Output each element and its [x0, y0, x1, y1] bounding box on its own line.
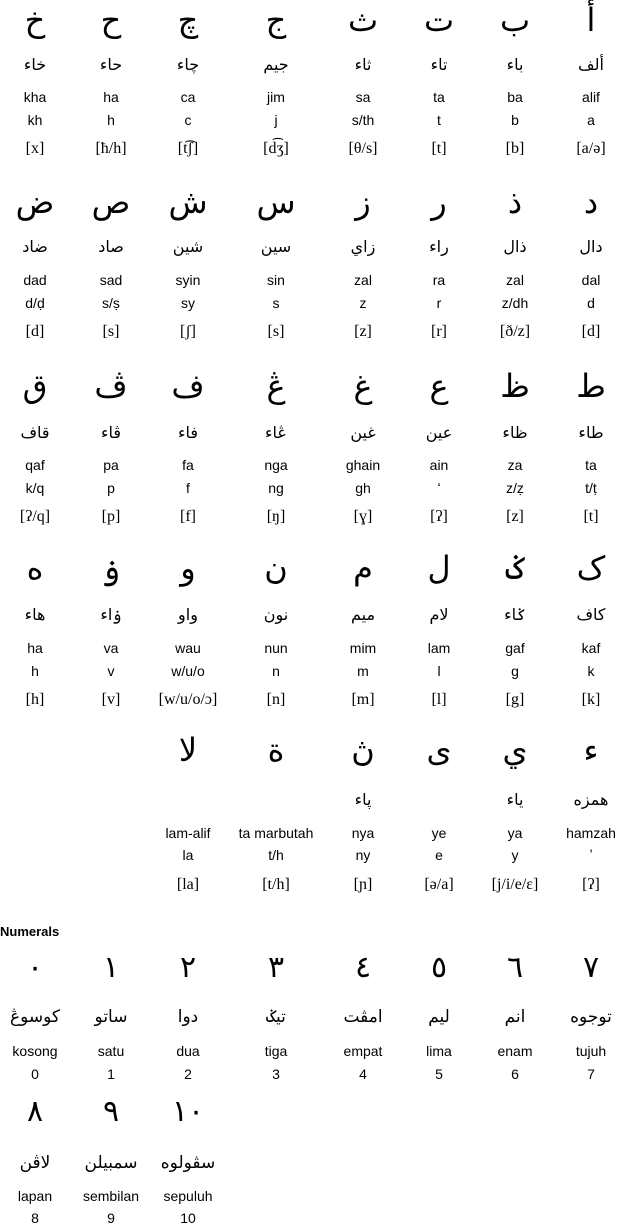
- letter-transliteration: la: [182, 847, 194, 863]
- letter-ipa: [v]: [101, 691, 121, 708]
- letter-transliteration: h: [31, 663, 39, 679]
- letter-cell: [324, 182, 402, 357]
- numeral-latin-word: sepuluh: [163, 1188, 213, 1204]
- letter-glyph: ڠ: [266, 367, 286, 405]
- letter-transliteration: w/u/o: [171, 663, 205, 679]
- numeral-glyph: ٨: [26, 1094, 44, 1129]
- letter-arabic-name: سين: [260, 237, 292, 256]
- numeral-cell: [72, 1092, 150, 1224]
- letter-glyph: ش: [168, 183, 208, 221]
- letter-transliteration: n: [272, 663, 280, 679]
- alphabet-row-1: [0, 0, 620, 175]
- numeral-arabic-word: ساتو: [94, 1007, 128, 1027]
- numeral-latin-word: tiga: [264, 1043, 288, 1059]
- letter-transliteration: k/q: [25, 480, 45, 496]
- letter-arabic-name: ݢاء: [504, 605, 526, 624]
- numeral-arabic-word: توجوه: [570, 1007, 612, 1027]
- letter-cell: [324, 548, 402, 723]
- letter-glyph: ي: [502, 731, 528, 769]
- letter-latin-name: dad: [23, 272, 47, 288]
- letter-glyph: ب: [499, 1, 531, 39]
- letter-glyph: ط: [576, 367, 606, 405]
- letter-transliteration: m: [357, 663, 369, 679]
- letter-glyph: ر: [431, 183, 447, 221]
- numeral-value: 2: [184, 1066, 192, 1082]
- letter-transliteration: ny: [355, 847, 371, 863]
- letter-latin-name: nya: [351, 825, 375, 841]
- letter-ipa: [s]: [267, 323, 285, 340]
- letter-glyph: ة: [267, 731, 285, 769]
- letter-glyph: ء: [583, 731, 599, 769]
- letter-latin-name: alif: [582, 89, 600, 105]
- alphabet-row-2: [0, 182, 620, 357]
- letter-ipa: [n]: [266, 691, 286, 708]
- alphabet-row-4: [0, 548, 620, 723]
- letter-arabic-name: ضاد: [22, 237, 48, 256]
- letter-arabic-name: راء: [429, 237, 449, 256]
- numeral-glyph: ١٠: [171, 1094, 205, 1129]
- numeral-arabic-word: ليم: [428, 1007, 450, 1027]
- numeral-arabic-word: سمبيلن: [84, 1153, 138, 1173]
- letter-glyph: ف: [171, 367, 205, 405]
- letter-latin-name: jim: [267, 89, 285, 105]
- numeral-value: 6: [511, 1066, 519, 1082]
- letter-latin-name: mim: [349, 640, 377, 656]
- letter-cell: [476, 548, 554, 723]
- letter-arabic-name: غين: [350, 423, 376, 442]
- letter-cell: [552, 730, 620, 905]
- letter-ipa: [k]: [581, 691, 601, 708]
- numeral-value: 1: [107, 1066, 115, 1082]
- letter-latin-name: wau: [175, 640, 201, 656]
- letter-ipa: [ɲ]: [353, 876, 373, 893]
- letter-ipa: [a/ə]: [576, 140, 606, 157]
- letter-ipa: [ʃ]: [180, 323, 196, 340]
- letter-transliteration: e: [435, 847, 443, 863]
- letter-ipa: [t]: [431, 140, 447, 157]
- letter-ipa: [t͡ʃ]: [177, 140, 199, 157]
- letter-ipa: [f]: [180, 508, 196, 525]
- letter-transliteration: h: [107, 112, 115, 128]
- letter-glyph: أ: [586, 1, 596, 39]
- letter-ipa: [b]: [505, 140, 525, 157]
- letter-transliteration: ʼ: [589, 847, 593, 863]
- letter-ipa: [p]: [101, 508, 121, 525]
- letter-transliteration: c: [184, 112, 192, 128]
- letter-glyph: ڤ: [94, 367, 128, 405]
- numeral-value: 8: [31, 1210, 39, 1226]
- letter-glyph: د: [583, 183, 599, 221]
- numeral-cell: [149, 948, 227, 1088]
- letter-transliteration: ng: [268, 480, 284, 496]
- letter-transliteration: s/ṣ: [102, 295, 120, 311]
- letter-transliteration: j: [274, 112, 278, 128]
- letter-latin-name: ain: [429, 457, 449, 473]
- letter-glyph: ه: [26, 549, 44, 587]
- letter-transliteration: p: [107, 480, 115, 496]
- letter-glyph: چ: [177, 1, 199, 39]
- letter-arabic-name: طاء: [578, 423, 604, 442]
- letter-cell: [0, 366, 70, 541]
- letter-glyph: س: [256, 183, 296, 221]
- numerals-row-2: [0, 1092, 620, 1224]
- letter-glyph: لا: [178, 731, 198, 769]
- letter-arabic-name: ميم: [350, 605, 376, 624]
- letter-transliteration: t/ṭ: [585, 480, 597, 496]
- letter-arabic-name: حاء: [99, 55, 123, 74]
- letter-ipa: [d]: [581, 323, 601, 340]
- letter-transliteration: kh: [27, 112, 43, 128]
- letter-arabic-name: ڠاء: [265, 423, 287, 442]
- letter-cell: [236, 182, 316, 357]
- letter-arabic-name: فاء: [177, 423, 199, 442]
- letter-ipa: [g]: [505, 691, 525, 708]
- letter-latin-name: nun: [264, 640, 288, 656]
- letter-ipa: [j/i/e/ɛ]: [491, 876, 539, 893]
- letter-glyph: ص: [91, 183, 131, 221]
- letter-cell: [149, 730, 227, 905]
- letter-cell: [400, 548, 478, 723]
- letter-arabic-name: ڽاء: [354, 790, 372, 809]
- letter-ipa: [w/u/o/ɔ]: [158, 691, 218, 708]
- letter-arabic-name: باء: [506, 55, 524, 74]
- letter-glyph: ث: [347, 1, 379, 39]
- numeral-arabic-word: تيݢ: [266, 1007, 286, 1027]
- numeral-cell: [72, 948, 150, 1088]
- letter-latin-name: pa: [103, 457, 119, 473]
- letter-glyph: ض: [15, 183, 55, 221]
- letter-latin-name: syin: [175, 272, 201, 288]
- letter-cell: [236, 548, 316, 723]
- letter-latin-name: ta: [585, 457, 597, 473]
- letter-cell: [0, 0, 70, 175]
- numeral-glyph: ٧: [582, 950, 600, 985]
- letter-glyph: ظ: [500, 367, 530, 405]
- letter-arabic-name: واو: [178, 605, 198, 624]
- letter-transliteration: sy: [181, 295, 195, 311]
- letter-cell: [324, 366, 402, 541]
- letter-transliteration: b: [511, 112, 519, 128]
- letter-latin-name: kha: [23, 89, 47, 105]
- letter-glyph: خ: [24, 1, 46, 39]
- letter-arabic-name: خاء: [23, 55, 47, 74]
- numeral-glyph: ٣: [267, 950, 285, 985]
- letter-ipa: [ʔ]: [430, 508, 448, 525]
- letter-cell: [324, 730, 402, 905]
- letter-ipa: [d͡ʒ]: [263, 140, 289, 157]
- letter-arabic-name: زاي: [350, 237, 376, 256]
- letter-cell: [149, 366, 227, 541]
- numeral-cell: [0, 948, 70, 1088]
- numeral-cell: [552, 948, 620, 1088]
- letter-arabic-name: ثاء: [354, 55, 372, 74]
- numeral-cell: [236, 948, 316, 1088]
- letter-arabic-name: صاد: [98, 237, 124, 256]
- letter-transliteration: gh: [355, 480, 371, 496]
- letter-transliteration: z/dh: [501, 295, 529, 311]
- numeral-arabic-word: دوا: [177, 1007, 199, 1027]
- letter-ipa: [z]: [354, 323, 372, 340]
- numeral-latin-word: tujuh: [575, 1043, 607, 1059]
- letter-latin-name: nga: [264, 457, 288, 473]
- letter-cell: [149, 0, 227, 175]
- letter-ipa: [t]: [583, 508, 599, 525]
- letter-glyph: و: [180, 549, 196, 587]
- letter-cell: [552, 548, 620, 723]
- letter-cell: [324, 0, 402, 175]
- letter-glyph: ى: [426, 731, 452, 769]
- letter-latin-name: ye: [431, 825, 447, 841]
- letter-glyph: ج: [265, 1, 287, 39]
- letter-arabic-name: همزه: [573, 790, 609, 809]
- numeral-latin-word: lapan: [17, 1188, 53, 1204]
- letter-glyph: ۏ: [101, 549, 121, 587]
- letter-ipa: [ə/a]: [424, 876, 454, 893]
- numeral-latin-word: empat: [343, 1043, 383, 1059]
- numeral-value: 10: [180, 1210, 196, 1226]
- letter-ipa: [θ/s]: [348, 140, 378, 157]
- letter-arabic-name: تاء: [430, 55, 448, 74]
- letter-glyph: ن: [264, 549, 288, 587]
- numeral-arabic-word: انم: [504, 1007, 526, 1027]
- letter-arabic-name: ألف: [578, 55, 604, 74]
- letter-glyph: ݢ: [505, 549, 525, 587]
- letter-cell: [0, 548, 70, 723]
- letter-ipa: [l]: [431, 691, 447, 708]
- numeral-value: 5: [435, 1066, 443, 1082]
- numeral-cell: [476, 948, 554, 1088]
- letter-cell: [72, 548, 150, 723]
- letter-transliteration: t/h: [268, 847, 284, 863]
- letter-latin-name: kaf: [581, 640, 601, 656]
- letter-latin-name: sa: [355, 89, 371, 105]
- numeral-cell: [400, 948, 478, 1088]
- letter-latin-name: zal: [506, 272, 524, 288]
- letter-arabic-name: ڤاء: [100, 423, 122, 442]
- letter-cell: [476, 0, 554, 175]
- letter-cell: [236, 366, 316, 541]
- alphabet-row-3: [0, 366, 620, 541]
- numeral-value: 7: [587, 1066, 595, 1082]
- letter-transliteration: r: [436, 295, 442, 311]
- letter-transliteration: f: [186, 480, 190, 496]
- letter-cell: [400, 730, 478, 905]
- letter-latin-name: ca: [180, 89, 196, 105]
- letter-arabic-name: ظاء: [502, 423, 528, 442]
- letter-latin-name: sad: [99, 272, 123, 288]
- letter-latin-name: zal: [354, 272, 372, 288]
- letter-transliteration: ʻ: [437, 480, 441, 496]
- letter-arabic-name: قاف: [20, 423, 50, 442]
- letter-transliteration: k: [587, 663, 595, 679]
- letter-transliteration: z/ẓ: [506, 480, 524, 496]
- letter-glyph: ذ: [507, 183, 523, 221]
- letter-arabic-name: دال: [579, 237, 603, 256]
- numerals-heading: Numerals: [0, 924, 60, 939]
- letter-latin-name: ra: [432, 272, 446, 288]
- letter-glyph: ک: [576, 549, 606, 587]
- numeral-glyph: ٦: [506, 950, 524, 985]
- letter-transliteration: a: [587, 112, 595, 128]
- numeral-glyph: ٤: [354, 950, 372, 985]
- letter-arabic-name: شين: [172, 237, 204, 256]
- letter-cell: [552, 182, 620, 357]
- letter-glyph: غ: [353, 367, 373, 405]
- letter-cell: [72, 182, 150, 357]
- numeral-arabic-word: كوسوڠ: [9, 1007, 61, 1027]
- letter-ipa: [s]: [102, 323, 120, 340]
- letter-cell: [72, 0, 150, 175]
- numeral-latin-word: lima: [426, 1043, 452, 1059]
- letter-latin-name: fa: [182, 457, 194, 473]
- letter-latin-name: lam: [427, 640, 451, 656]
- letter-glyph: ت: [423, 1, 455, 39]
- letter-transliteration: l: [437, 663, 441, 679]
- letter-glyph: ح: [100, 1, 122, 39]
- letter-cell: [476, 366, 554, 541]
- letter-glyph: ع: [429, 367, 449, 405]
- numeral-value: 4: [359, 1066, 367, 1082]
- numeral-glyph: ١: [102, 950, 120, 985]
- numeral-glyph: ٢: [179, 950, 197, 985]
- letter-ipa: [ħ/h]: [95, 140, 127, 157]
- letter-arabic-name: لام: [429, 605, 449, 624]
- letter-ipa: [ð/z]: [499, 323, 531, 340]
- letter-latin-name: ha: [27, 640, 43, 656]
- letter-ipa: [ʔ]: [582, 876, 600, 893]
- letter-transliteration: d: [587, 295, 595, 311]
- letter-ipa: [ŋ]: [266, 508, 286, 525]
- letter-latin-name: za: [507, 457, 523, 473]
- numeral-value: 3: [272, 1066, 280, 1082]
- numeral-latin-word: dua: [176, 1043, 200, 1059]
- numeral-arabic-word: سڤولوه: [160, 1153, 216, 1173]
- letter-cell: [476, 730, 554, 905]
- letter-arabic-name: ۏاء: [100, 605, 122, 624]
- letter-cell: [232, 730, 320, 905]
- letter-cell: [400, 366, 478, 541]
- alphabet-row-5: [0, 730, 620, 905]
- numeral-arabic-word: امڤت: [343, 1007, 383, 1027]
- letter-ipa: [r]: [431, 323, 447, 340]
- letter-arabic-name: ذال: [503, 237, 527, 256]
- letter-glyph: م: [353, 549, 373, 587]
- letter-transliteration: v: [107, 663, 115, 679]
- letter-cell: [552, 0, 620, 175]
- numeral-value: 0: [31, 1066, 39, 1082]
- letter-arabic-name: جيم: [263, 55, 289, 74]
- letter-latin-name: sin: [267, 272, 285, 288]
- letter-latin-name: qaf: [25, 457, 45, 473]
- letter-ipa: [x]: [25, 140, 45, 157]
- letter-transliteration: z: [359, 295, 367, 311]
- letter-glyph: ڽ: [351, 731, 375, 769]
- letter-cell: [149, 548, 227, 723]
- letter-transliteration: d/ḍ: [25, 295, 45, 311]
- letter-latin-name: ba: [507, 89, 523, 105]
- numeral-arabic-word: لاڤن: [19, 1153, 51, 1173]
- letter-arabic-name: چاء: [176, 55, 200, 74]
- letter-ipa: [z]: [506, 508, 524, 525]
- letter-cell: [552, 366, 620, 541]
- letter-transliteration: y: [511, 847, 519, 863]
- letter-glyph: ق: [22, 367, 48, 405]
- letter-ipa: [la]: [176, 876, 200, 893]
- letter-glyph: ز: [355, 183, 371, 221]
- numeral-cell: [324, 948, 402, 1088]
- letter-arabic-name: كاف: [576, 605, 606, 624]
- letter-arabic-name: ياء: [506, 790, 524, 809]
- numeral-cell: [149, 1092, 227, 1224]
- letter-ipa: [t/h]: [262, 876, 290, 893]
- letter-latin-name: dal: [581, 272, 601, 288]
- letter-transliteration: s: [272, 295, 280, 311]
- letter-transliteration: t: [437, 112, 441, 128]
- letter-latin-name: ta: [433, 89, 445, 105]
- letter-latin-name: va: [103, 640, 119, 656]
- letter-cell: [400, 182, 478, 357]
- letter-transliteration: s/th: [351, 112, 375, 128]
- numeral-glyph: ٠: [26, 950, 44, 985]
- numeral-value: 9: [107, 1210, 115, 1226]
- letter-arabic-name: نون: [263, 605, 289, 624]
- letter-ipa: [ɣ]: [353, 508, 373, 525]
- numeral-latin-word: enam: [497, 1043, 533, 1059]
- letter-cell: [0, 182, 70, 357]
- letter-cell: [236, 0, 316, 175]
- numeral-glyph: ٩: [102, 1094, 120, 1129]
- letter-latin-name: gaf: [505, 640, 525, 656]
- letter-latin-name: ya: [507, 825, 523, 841]
- letter-transliteration: g: [511, 663, 519, 679]
- letter-ipa: [h]: [25, 691, 45, 708]
- letter-latin-name: ha: [103, 89, 119, 105]
- letter-latin-name: hamzah: [566, 825, 616, 841]
- numeral-cell: [0, 1092, 70, 1224]
- letter-arabic-name: هاء: [24, 605, 46, 624]
- letter-cell: [476, 182, 554, 357]
- letter-cell: [72, 366, 150, 541]
- numerals-row-1: [0, 948, 620, 1088]
- numeral-glyph: ٥: [430, 950, 448, 985]
- letter-latin-name: lam-alif: [165, 825, 211, 841]
- letter-ipa: [d]: [25, 323, 45, 340]
- letter-cell: [149, 182, 227, 357]
- numeral-latin-word: sembilan: [82, 1188, 140, 1204]
- letter-ipa: [ʔ/q]: [19, 508, 51, 525]
- numeral-latin-word: kosong: [12, 1043, 58, 1059]
- letter-arabic-name: عين: [425, 423, 453, 442]
- letter-ipa: [m]: [351, 691, 375, 708]
- numeral-latin-word: satu: [97, 1043, 125, 1059]
- letter-latin-name: ta marbutah: [238, 825, 314, 841]
- letter-glyph: ل: [427, 549, 451, 587]
- letter-latin-name: ghain: [345, 457, 381, 473]
- letter-cell: [400, 0, 478, 175]
